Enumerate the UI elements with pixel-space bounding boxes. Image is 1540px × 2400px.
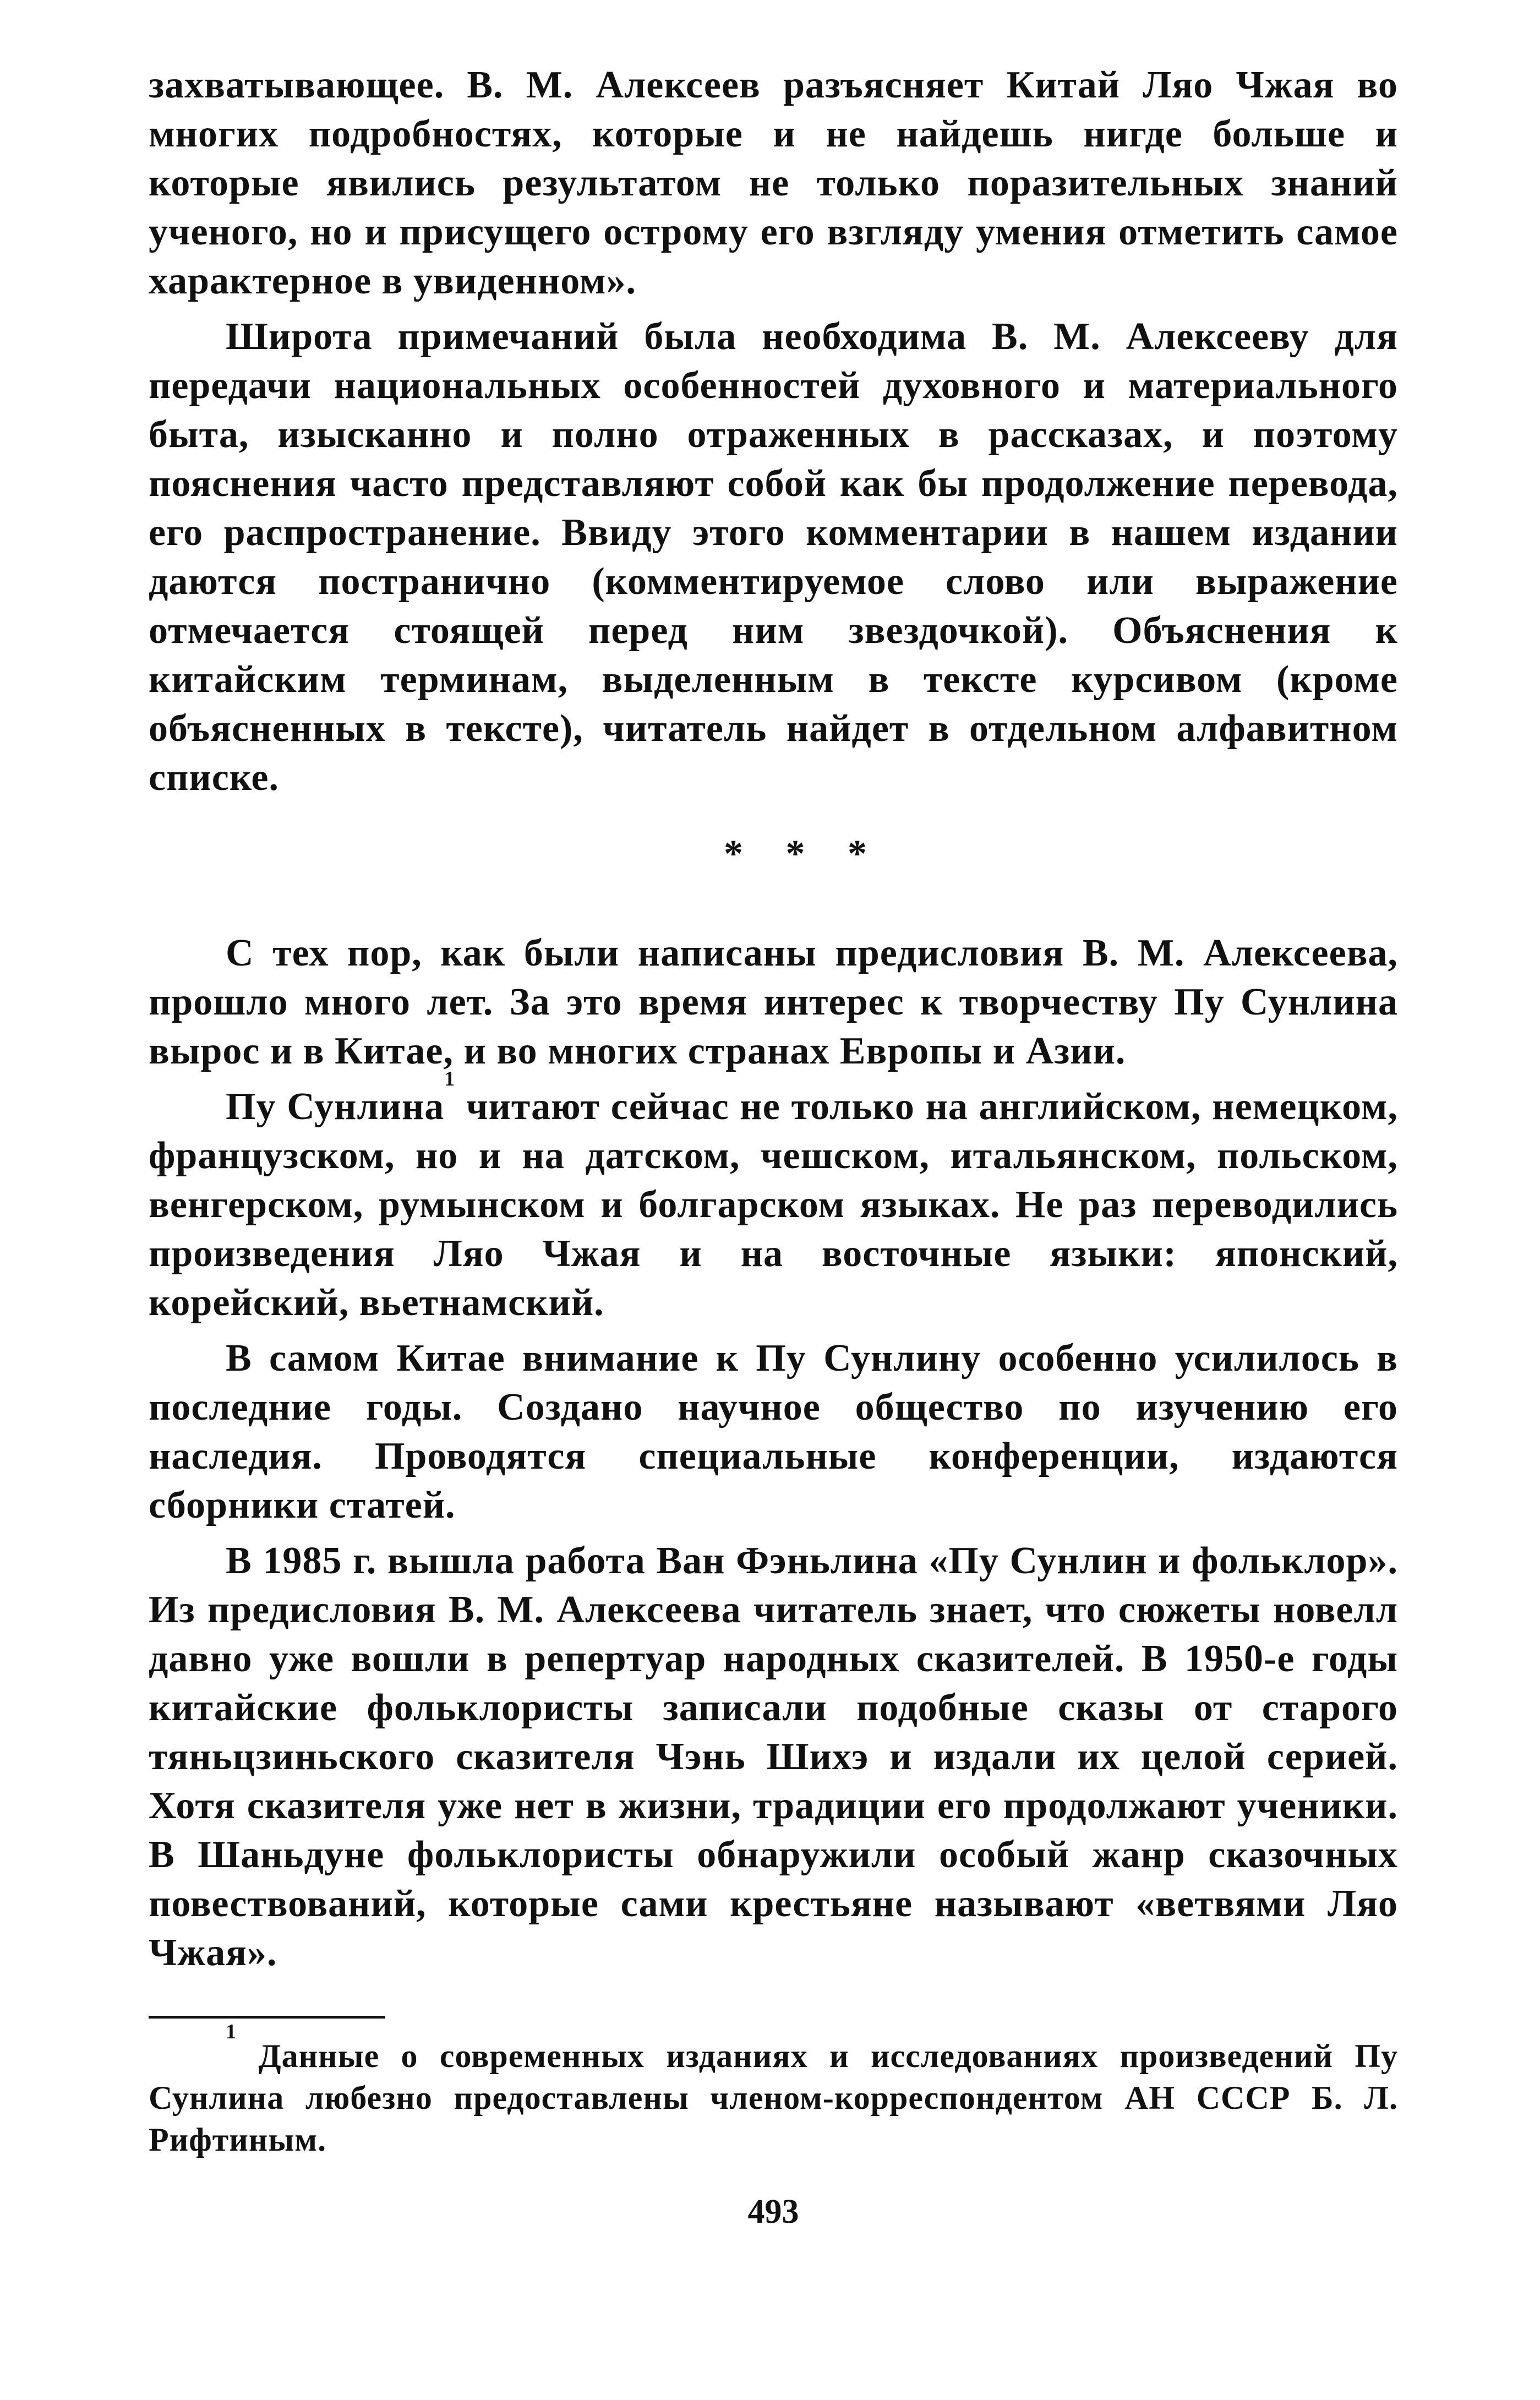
paragraph-continuation: захватывающее. В. М. Алексеев разъясняет Китай Ляо Чжая во многих подробностях, которые и не найдешь нигде больше и которые явились результатом не только поразительных знаний ученого, но и присущего острому его взгляду умения отметить самое характерное в увиденном». (149, 64, 1398, 302)
footnote-divider (149, 2016, 385, 2019)
footnote-marker: 1 (226, 2020, 237, 2043)
paragraph-lead: Пу Сунлина (226, 1086, 445, 1128)
paragraph-commentary-notes: Широта примечаний была необходима В. М. Алексееву для передачи национальных особенностей духовного и материального быта, изысканно и полно отраженных в рассказах, и поэтому пояснения часто представляют собой как бы продолжение перевода, его распространение. Ввиду этого комментарии в нашем издании даются постранично (комментируемое слово или выражение отмечается стоящей перед ним звездочкой). Объяснения к китайским терминам, выделенным в тексте курсивом (кроме объясненных в тексте), читатель найдет в отдельном алфавитном списке. (149, 315, 1398, 799)
footnote (149, 2020, 1398, 2161)
paragraph-china-interest: В самом Китае внимание к Пу Сунлину особенно усилилось в последние годы. Создано научное общество по изучению его наследия. Проводятся специальные конференции, издаются сборники статей. (149, 1337, 1398, 1526)
paragraph-since-prefaces: С тех пор, как были написаны предисловия В. М. Алексеева, прошло много лет. За это время интерес к творчеству Пу Сунлина вырос и в Китае, и во многих странах Европы и Азии. (149, 932, 1398, 1072)
book-page (149, 61, 1398, 2232)
footnote-reference: 1 (444, 1067, 456, 1090)
paragraph-folklore: В 1985 г. вышла работа Ван Фэньлина «Пу Сунлин и фольклор». Из предисловия В. М. Алексеева читатель знает, что сюжеты новелл давно уже вошли в репертуар народных сказителей. В 1950-е годы китайские фольклористы записали подобные сказы от старого тяньцзиньского сказителя Чэнь Шихэ и издали их целой серией. Хотя сказителя уже нет в жизни, традиции его продолжают ученики. В Шаньдуне фольклористы обнаружили особый жанр сказочных повествований, которые сами крестьяне называют «ветвями Ляо Чжая». (149, 1540, 1398, 1974)
section-separator: * * * (724, 833, 883, 875)
page-number: 493 (747, 2193, 799, 2230)
footnote-text: Данные о современных изданиях и исследованиях произведений Пу Сунлина любезно предоставлены членом-корреспондентом АН СССР Б. Л. Рифтиным. (149, 2038, 1398, 2158)
paragraph-translations (149, 1067, 1398, 1327)
paragraph-rest: читают сейчас не только на английском, немецком, французском, но и на датском, чешском, итальянском, польском, венгерском, румынском и болгарском языках. Не раз переводились произведения Ляо Чжая и на восточные языки: японский, корейский, вьетнамский. (149, 1086, 1398, 1324)
